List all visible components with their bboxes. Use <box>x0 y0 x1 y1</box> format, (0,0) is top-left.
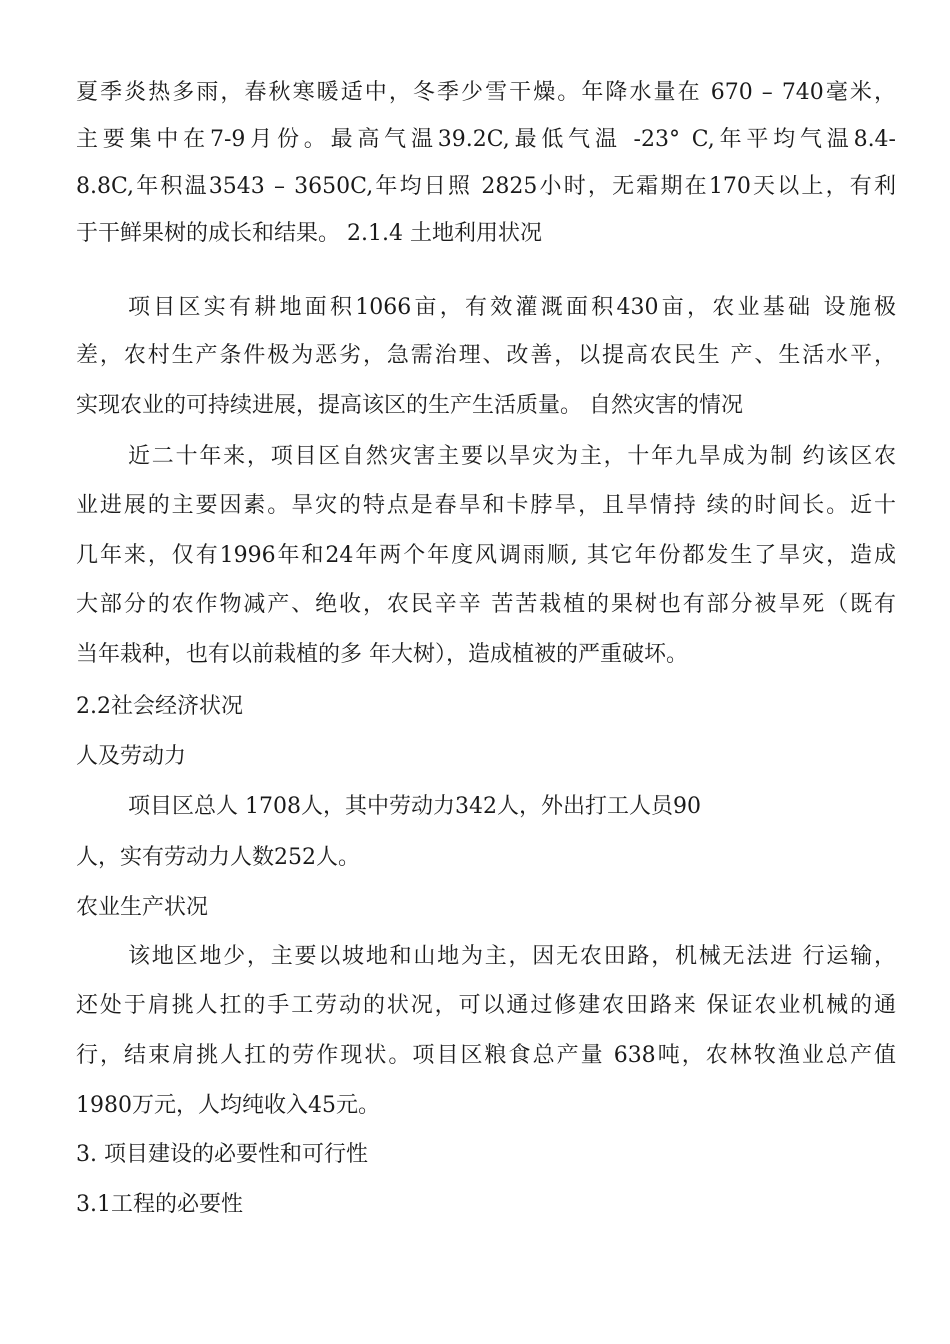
paragraph-line: 实现农业的可持续进展，提高该区的生产生活质量。 自然灾害的情况 <box>76 393 743 418</box>
paragraph-line: 人，实有劳动力人数252人。 <box>76 845 360 870</box>
paragraph-line: 1980万元，人均纯收入45元。 <box>76 1093 380 1118</box>
paragraph-line: 还处于肩挑人扛的手工劳动的状况，可以通过修建农田路来 保证农业机械的通 <box>76 993 896 1018</box>
paragraph-line: 差，农村生产条件极为恶劣，急需治理、改善，以提高农民生 产、生活水平， <box>76 343 896 368</box>
subsection-heading: 农业生产状况 <box>76 895 209 920</box>
paragraph-line: 于干鲜果树的成长和结果。 2.1.4 土地利用状况 <box>76 221 542 246</box>
paragraph-line: 当年栽种，也有以前栽植的多 年大树），造成植被的严重破坏。 <box>76 642 688 667</box>
paragraph-line: 8.8C,年积温3543 – 3650C,年均日照 2825小时，无霜期在170天以上，有利 <box>76 174 896 199</box>
paragraph-line: 业进展的主要因素。旱灾的特点是春旱和卡脖旱，且旱情持 续的时间长。近十 <box>76 493 896 518</box>
subsection-heading: 人及劳动力 <box>76 744 187 769</box>
paragraph-line: 该地区地少，主要以坡地和山地为主，因无农田路，机械无法进 行运输， <box>128 944 896 969</box>
paragraph-line: 主要集中在7-9月份。最高气温39.2C,最低气温 -23° C,年平均气温8.4- <box>76 127 896 152</box>
section-heading: 3.1工程的必要性 <box>76 1192 243 1217</box>
paragraph-line: 夏季炎热多雨，春秋寒暖适中，冬季少雪干燥。年降水量在 670 – 740毫米， <box>76 80 896 105</box>
paragraph-line: 大部分的农作物减产、绝收，农民辛辛 苦苦栽植的果树也有部分被旱死（既有 <box>76 592 896 617</box>
paragraph-line: 行，结束肩挑人扛的劳作现状。项目区粮食总产量 638吨，农林牧渔业总产值 <box>76 1043 896 1068</box>
paragraph-line: 几年来，仅有1996年和24年两个年度风调雨顺, 其它年份都发生了旱灾，造成 <box>76 543 896 568</box>
section-heading: 3. 项目建设的必要性和可行性 <box>76 1142 368 1167</box>
paragraph-line: 近二十年来，项目区自然灾害主要以旱灾为主，十年九旱成为制 约该区农 <box>128 444 896 469</box>
section-heading: 2.2社会经济状况 <box>76 694 243 719</box>
paragraph-line: 项目区总人 1708人，其中劳动力342人，外出打工人员90 <box>128 794 701 819</box>
paragraph-line: 项目区实有耕地面积1066亩，有效灌溉面积430亩，农业基础 设施极 <box>128 295 896 320</box>
